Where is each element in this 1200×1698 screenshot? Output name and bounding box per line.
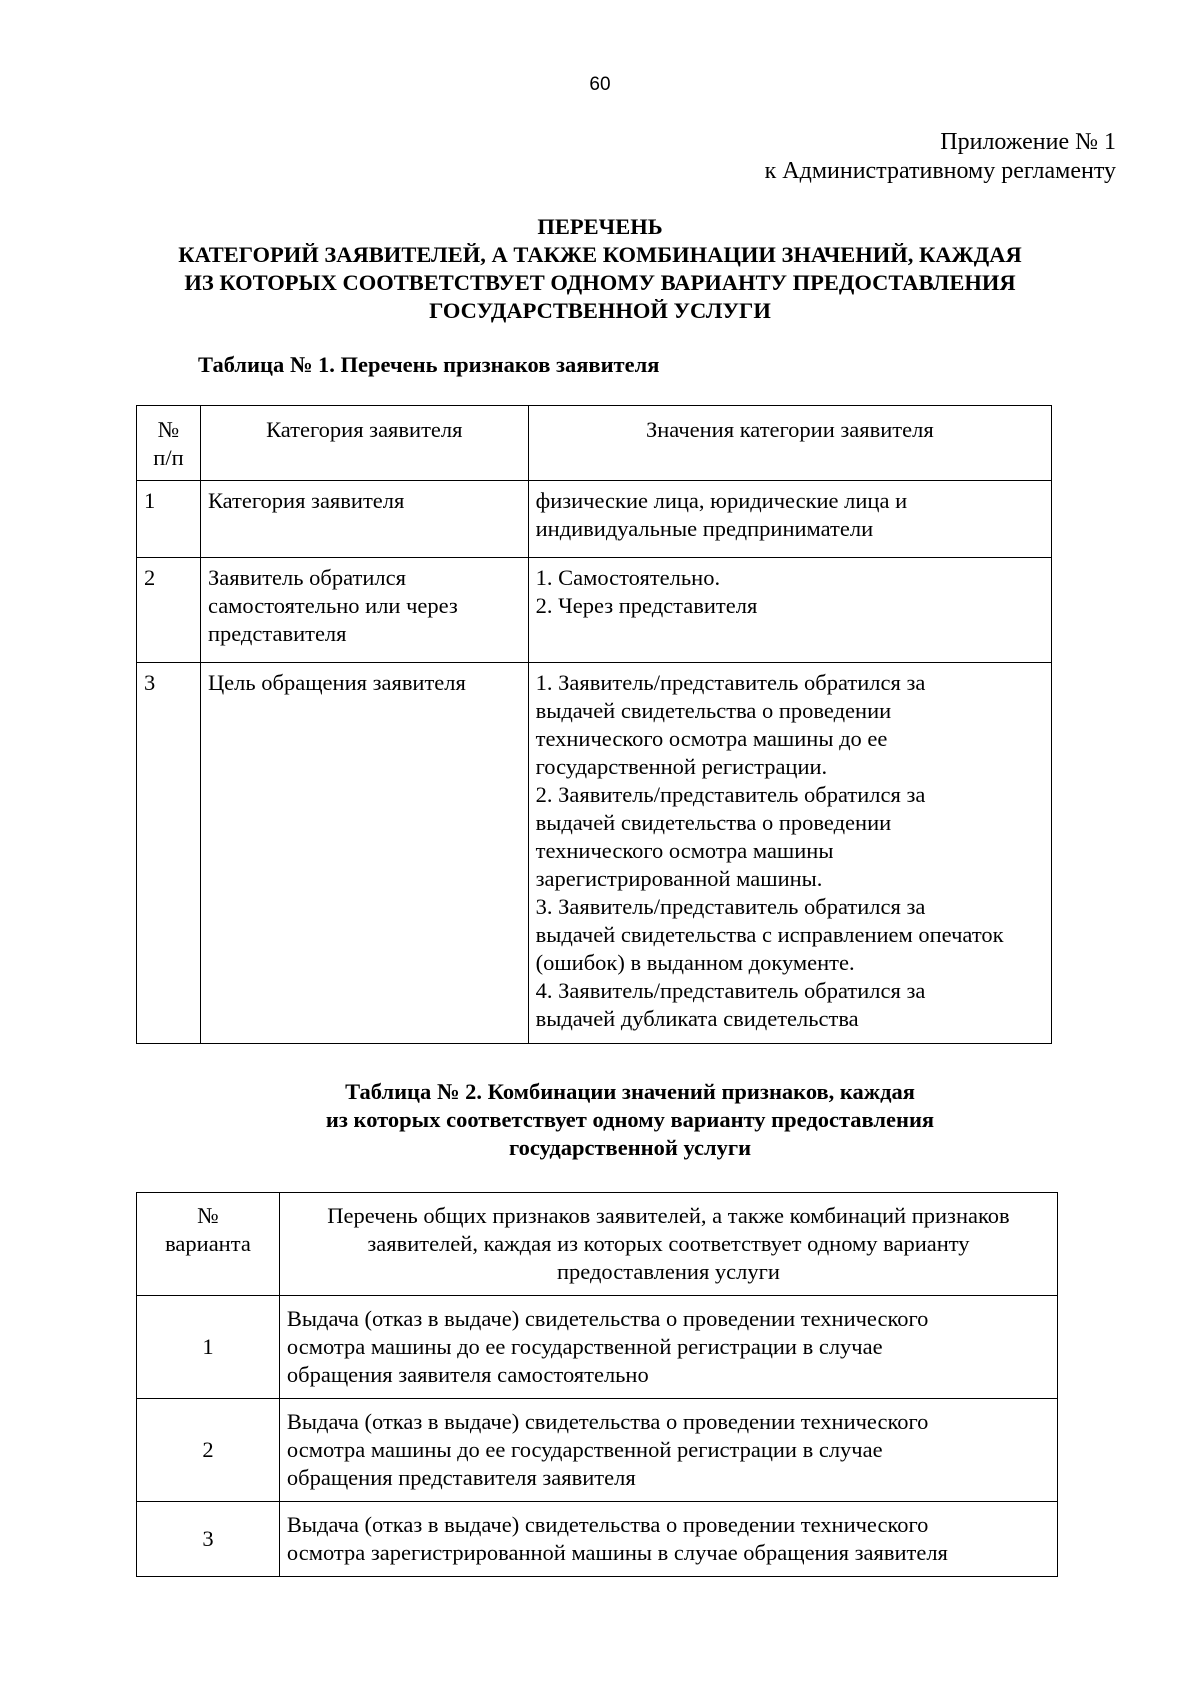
value-line: физические лица, юридические лица и [535, 488, 908, 513]
title-line-4: ГОСУДАРСТВЕННОЙ УСЛУГИ [429, 298, 771, 323]
row-num: 3 [137, 663, 201, 1044]
appendix-reference [765, 128, 1116, 186]
table-row [137, 481, 1052, 558]
table-header-row [137, 406, 1052, 481]
document-title [130, 213, 1070, 325]
header-variant-num [137, 1193, 280, 1296]
row-category: Категория заявителя [200, 481, 528, 558]
row-values [528, 558, 1051, 663]
header-desc-line-1: Перечень общих признаков заявителей, а также комбинаций признаков [327, 1203, 1010, 1228]
value-line: технического осмотра машины [535, 838, 834, 863]
variant-num: 2 [137, 1399, 280, 1502]
value-line: 3. Заявитель/представитель обратился за [535, 894, 926, 919]
header-desc-line-2: заявителей, каждая из которых соответствует одному варианту [367, 1231, 970, 1256]
desc-line: осмотра машины до ее государственной регистрации в случае [286, 1437, 883, 1462]
value-line: зарегистрированной машины. [535, 866, 823, 891]
header-num-line-1: № [157, 417, 180, 442]
header-category: Категория заявителя [200, 406, 528, 481]
value-line: технического осмотра машины до ее [535, 726, 888, 751]
table2-caption-line-1: Таблица № 2. Комбинации значений признаков, каждая [345, 1079, 915, 1104]
title-line-3: ИЗ КОТОРЫХ СООТВЕТСТВУЕТ ОДНОМУ ВАРИАНТУ ПРЕДОСТАВЛЕНИЯ [184, 270, 1016, 295]
variant-desc [279, 1399, 1057, 1502]
header-num-line-2: п/п [153, 445, 184, 470]
category-line: представителя [207, 621, 347, 646]
title-line-2: КАТЕГОРИЙ ЗАЯВИТЕЛЕЙ, А ТАКЖЕ КОМБИНАЦИИ ЗНАЧЕНИЙ, КАЖДАЯ [178, 242, 1022, 267]
table-row [137, 1399, 1058, 1502]
header-variant-num-line-1: № [197, 1203, 219, 1228]
page-number: 60 [589, 74, 611, 95]
header-variant-desc [279, 1193, 1057, 1296]
category-line: Заявитель обратился [207, 565, 406, 590]
table-row [137, 663, 1052, 1044]
row-category [200, 558, 528, 663]
value-line: выдачей свидетельства с исправлением опечаток [535, 922, 1004, 947]
variant-num: 3 [137, 1502, 280, 1577]
category-line: самостоятельно или через [207, 593, 458, 618]
appendix-line-1: Приложение № 1 [940, 129, 1116, 155]
value-line: 1. Заявитель/представитель обратился за [535, 670, 926, 695]
desc-line: обращения заявителя самостоятельно [286, 1362, 649, 1387]
value-line: индивидуальные предприниматели [535, 516, 874, 541]
value-line: 2. Заявитель/представитель обратился за [535, 782, 926, 807]
value-line: 1. Самостоятельно. [535, 565, 721, 590]
row-values [528, 663, 1051, 1044]
row-num: 2 [137, 558, 201, 663]
value-line: выдачей свидетельства о проведении [535, 810, 892, 835]
value-line: 2. Через представителя [535, 593, 758, 618]
value-line: (ошибок) в выданном документе. [535, 950, 855, 975]
desc-line: Выдача (отказ в выдаче) свидетельства о проведении технического [286, 1512, 929, 1537]
table2-caption-line-2: из которых соответствует одному варианту предоставления [325, 1107, 935, 1132]
variant-desc [279, 1502, 1057, 1577]
table-row [137, 1296, 1058, 1399]
desc-line: Выдача (отказ в выдаче) свидетельства о проведении технического [286, 1306, 929, 1331]
row-values [528, 481, 1051, 558]
value-line: 4. Заявитель/представитель обратился за [535, 978, 926, 1003]
table2-caption-line-3: государственной услуги [508, 1135, 752, 1160]
table-row [137, 1502, 1058, 1577]
table-row [137, 558, 1052, 663]
header-values: Значения категории заявителя [528, 406, 1051, 481]
title-line-1: ПЕРЕЧЕНЬ [537, 214, 663, 239]
variant-num: 1 [137, 1296, 280, 1399]
desc-line: осмотра зарегистрированной машины в случае обращения заявителя [286, 1540, 948, 1565]
desc-line: Выдача (отказ в выдаче) свидетельства о проведении технического [286, 1409, 929, 1434]
header-desc-line-3: предоставления услуги [557, 1259, 780, 1284]
value-line: выдачей свидетельства о проведении [535, 698, 892, 723]
table-header-row [137, 1193, 1058, 1296]
variant-desc [279, 1296, 1057, 1399]
value-line: выдачей дубликата свидетельства [535, 1006, 859, 1031]
applicant-attributes-table [136, 405, 1052, 1044]
table1-caption: Таблица № 1. Перечень признаков заявителя [198, 352, 660, 377]
desc-line: обращения представителя заявителя [286, 1465, 636, 1490]
desc-line: осмотра машины до ее государственной регистрации в случае [286, 1334, 883, 1359]
table2-caption [130, 1078, 1130, 1162]
value-line: государственной регистрации. [535, 754, 828, 779]
header-variant-num-line-2: варианта [165, 1231, 251, 1256]
header-num [137, 406, 201, 481]
row-num: 1 [137, 481, 201, 558]
service-variants-table [136, 1192, 1058, 1577]
row-category: Цель обращения заявителя [200, 663, 528, 1044]
appendix-line-2: к Административному регламенту [764, 158, 1116, 184]
